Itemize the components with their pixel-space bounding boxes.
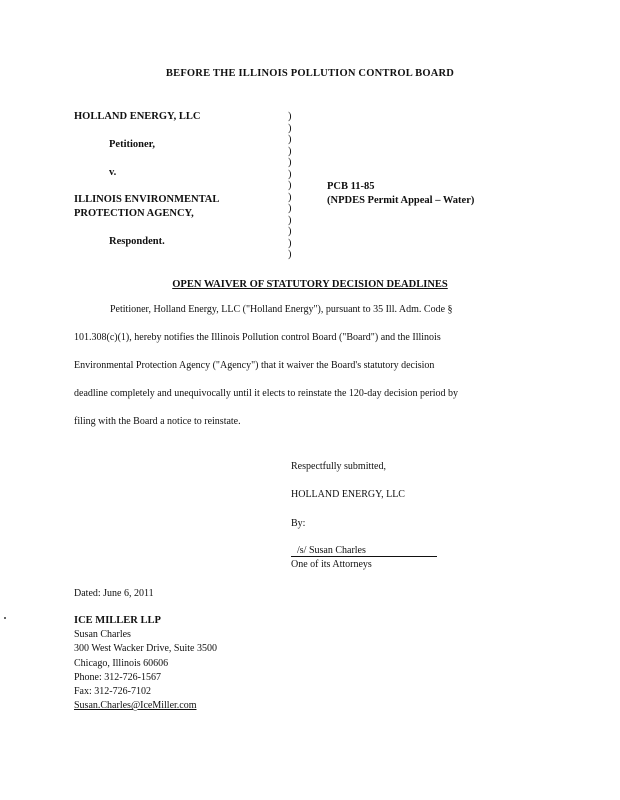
- board-title: BEFORE THE ILLINOIS POLLUTION CONTROL BOARD: [165, 68, 455, 79]
- firm-block: [74, 614, 217, 713]
- paren-glyph: ): [288, 191, 292, 203]
- body-line: 101.308(c)(1), hereby notifies the Illinois Pollution control Board ("Board") and the Illinois: [74, 332, 441, 343]
- address-line-1: 300 West Wacker Drive, Suite 3500: [74, 643, 217, 655]
- by-label: By:: [291, 518, 306, 529]
- waiver-heading: OPEN WAIVER OF STATUTORY DECISION DEADLINES: [172, 279, 448, 290]
- paren-glyph: ): [288, 145, 292, 157]
- paren-glyph: ): [288, 249, 292, 260]
- scan-speck: [4, 617, 6, 619]
- petitioner-role: Petitioner,: [109, 139, 155, 150]
- paren-glyph: ): [288, 168, 292, 180]
- paren-glyph: ): [288, 226, 292, 237]
- body-paragraph: [74, 296, 546, 436]
- body-line: Environmental Protection Agency ("Agency") that it waiver the Board's statutory decision: [74, 360, 435, 371]
- paren-glyph: ): [288, 157, 292, 168]
- firm-name: ICE MILLER LLP: [74, 615, 161, 626]
- email-link[interactable]: Susan.Charles@IceMiller.com: [74, 700, 197, 712]
- paren-glyph: ): [288, 122, 292, 134]
- caption-divider: [288, 111, 292, 261]
- respondent-role: Respondent.: [109, 236, 165, 247]
- versus-label: v.: [109, 167, 117, 178]
- respondent-name-line2: PROTECTION AGENCY,: [74, 208, 194, 219]
- phone: Phone: 312-726-1567: [74, 671, 161, 683]
- dated-line: Dated: June 6, 2011: [74, 588, 154, 599]
- respondent-name-line1: ILLINOIS ENVIRONMENTAL: [74, 194, 220, 205]
- paren-glyph: ): [288, 214, 292, 226]
- signer-title: One of its Attorneys: [291, 559, 372, 570]
- paren-glyph: ): [288, 237, 292, 249]
- body-line: Petitioner, Holland Energy, LLC ("Holland Energy"), pursuant to 35 Ill. Adm. Code §: [110, 304, 453, 315]
- fax: Fax: 312-726-7102: [74, 686, 151, 698]
- case-type: (NPDES Permit Appeal – Water): [327, 195, 475, 206]
- body-line: filing with the Board a notice to reinstate.: [74, 416, 241, 427]
- address-line-2: Chicago, Illinois 60606: [74, 657, 169, 669]
- signer-name: /s/ Susan Charles: [297, 545, 366, 556]
- paren-glyph: ): [288, 203, 292, 214]
- signature-line: [291, 545, 437, 557]
- case-number: PCB 11-85: [327, 181, 375, 192]
- paren-glyph: ): [288, 111, 292, 122]
- body-line: deadline completely and unequivocally until it elects to reinstate the 120-day decision period by: [74, 388, 459, 399]
- attorney-name: Susan Charles: [74, 629, 131, 641]
- paren-glyph: ): [288, 134, 292, 145]
- signing-company: HOLLAND ENERGY, LLC: [291, 489, 405, 500]
- petitioner-name: HOLLAND ENERGY, LLC: [74, 111, 201, 122]
- closing: Respectfully submitted,: [291, 461, 386, 472]
- paren-glyph: ): [288, 180, 292, 191]
